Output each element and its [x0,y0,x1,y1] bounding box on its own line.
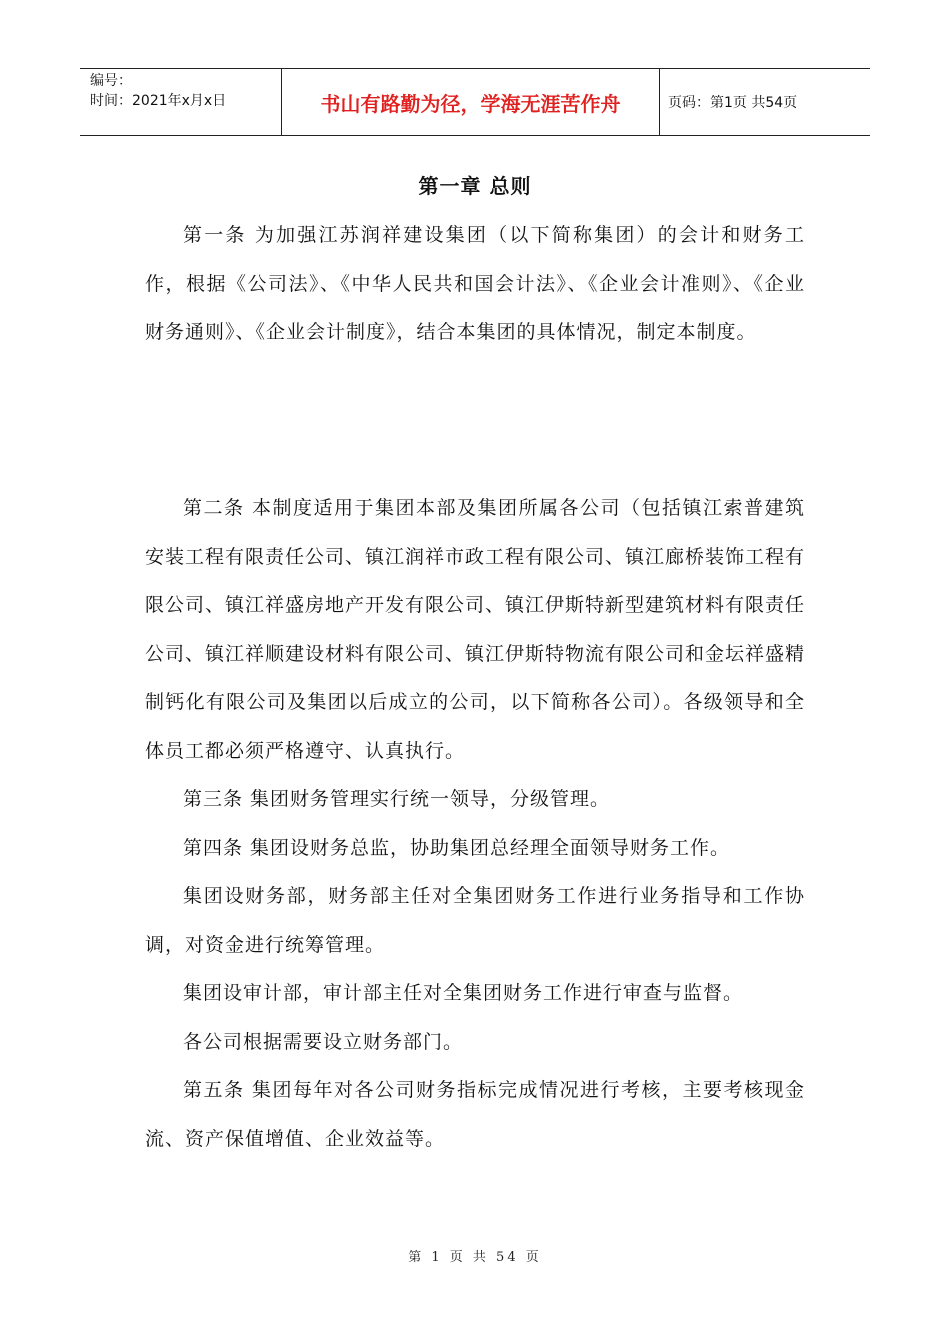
article-5: 第五条 集团每年对各公司财务指标完成情况进行考核，主要考核现金流、资产保值增值、企业效益等。 [145,1079,805,1150]
article-1: 第一条 为加强江苏润祥建设集团（以下简称集团）的会计和财务工作，根据《公司法》、《中华人民共和国会计法》、《企业会计准则》、《企业财务通则》、《企业会计制度》，结合本集团的具体情况，制定本制度。 [145,224,805,343]
section-2 [145,484,805,1163]
article-4-para-audit-dept: 集团设审计部，审计部主任对全集团财务工作进行审查与监督。 [183,982,744,1004]
page-header [80,68,870,136]
header-page-info: 页码：第1页 共54页 [668,95,798,111]
chapter-title: 第一章 总则 [418,174,532,198]
header-date-label: 时间：2021年x月x日 [90,93,227,109]
header-code-label: 编号： [90,73,132,89]
article-4-para-finance-dept: 集团设财务部，财务部主任对全集团财务工作进行业务指导和工作协调，对资金进行统筹管理。 [145,885,805,956]
page-footer: 第 1 页 共 54 页 [408,1250,542,1265]
article-2: 第二条 本制度适用于集团本部及集团所属各公司（包括镇江索普建筑安装工程有限责任公司、镇江润祥市政工程有限公司、镇江廊桥装饰工程有限公司、镇江祥盛房地产开发有限公司、镇江伊斯特新型建筑材料有限责任公司、镇江祥顺建设材料有限公司、镇江伊斯特物流有限公司和金坛祥盛精制钙化有限公司及集团以后成立的公司，以下简称各公司）。各级领导和全体员工都必须严格遵守、认真执行。 [145,497,806,762]
section-1 [145,211,805,357]
article-4-para-subsidiaries: 各公司根据需要设立财务部门。 [183,1030,464,1053]
header-motto: 书山有路勤为径，学海无涯苦作舟 [282,69,660,135]
header-meta [80,69,282,135]
article-3: 第三条 集团财务管理实行统一领导，分级管理。 [183,788,611,810]
article-4: 第四条 集团设财务总监，协助集团总经理全面领导财务工作。 [183,836,731,859]
